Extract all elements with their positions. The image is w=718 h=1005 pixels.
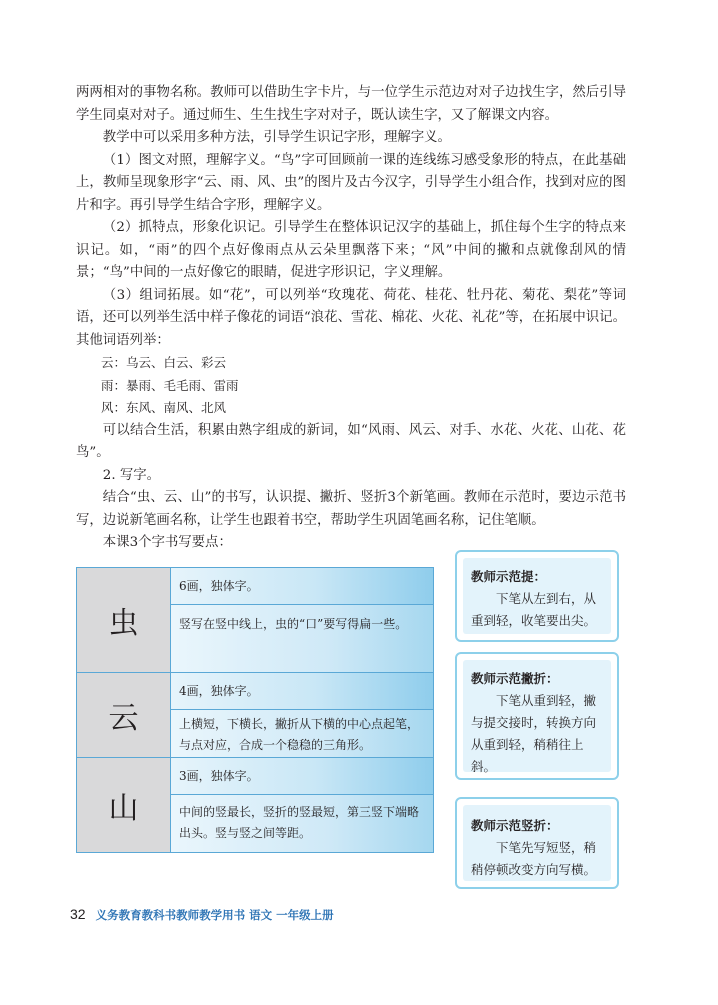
card-body: 下笔从重到轻，撇与提交接时，转换方向从重到轻，稍稍往上斜。 [471,693,597,774]
card-title: 教师示范提： [471,569,547,584]
callout-card-shuzhe [455,797,619,889]
card-title: 教师示范竖折： [471,818,559,833]
table-row [77,758,433,852]
paragraph: （3）组词拓展。如“花”，可以列举“玫瑰花、荷花、桂花、牡丹花、菊花、梨花”等词语，还可以列举生活中样子像花的词语“浪花、雪花、棉花、火花、礼花”等，在拓展中识记。其他词语列举： [76,287,626,348]
callout-card-piezhe [455,652,619,780]
paragraph: （2）抓特点，形象化识记。引导学生在整体识记汉字的基础上，抓住每个生字的特点来识记。如，“雨”的四个点好像雨点从云朵里飘落下来；“风”中间的撇和点就像刮风的情景；“鸟”中间的一点好像它的眼睛，促进字形识记，字义理解。 [76,220,626,280]
paragraph: 可以结合生活，积累由熟字组成的新词，如“风雨、风云、对手、水花、火花、山花、花鸟”。 [76,422,626,460]
table-row [77,673,433,757]
book-title: 义务教育教科书教师教学用书 语文 一年级上册 [95,908,334,922]
paragraph: 教学中可以采用多种方法，引导学生识记字形，理解字义。 [102,130,451,145]
character-cell: 云 [77,673,171,757]
stroke-count-cell: 4画，独体字。 [171,673,433,710]
paragraph: （1）图文对照，理解字义。“鸟”字可回顾前一课的连线练习感受象形的特点，在此基础上，教师呈现象形字“云、雨、风、虫”的图片及古今汉字，引导学生小组合作，找到对应的图片和字。再引导学生结合字形，理解字义。 [76,152,626,213]
card-body: 下笔先写短竖，稍稍停顿改变方向写横。 [471,840,597,877]
character-cell: 山 [77,758,171,852]
card-text [471,566,605,632]
stroke-count-cell: 6画，独体字。 [171,568,433,605]
callout-card-ti [455,550,619,642]
card-text [471,815,605,881]
card-title: 教师示范撇折： [471,671,559,686]
stroke-count-cell: 3画，独体字。 [171,758,433,795]
card-body: 下笔从左到右，从重到轻，收笔要出尖。 [471,591,597,628]
table-row [77,568,433,672]
writing-points-table [76,567,434,853]
paragraph: 结合“虫、云、山”的书写，认识提、撇折、竖折3个新笔画。教师在示范时，要边示范书写，边说新笔画名称，让学生也跟着书空，帮助学生巩固笔画名称，记住笔顺。 [76,490,626,528]
paragraph: 两两相对的事物名称。教师可以借助生字卡片，与一位学生示范边对对子边找生字，然后引导学生同桌对对子。通过师生、生生找生字对对子，既认读生字，又了解课文内容。 [76,85,626,123]
writing-tip-cell: 中间的竖最长，竖折的竖最短，第三竖下端略出头。竖与竖之间等距。 [171,795,433,852]
word-list-item: 云：乌云、白云、彩云 [101,355,227,370]
writing-tip-cell: 竖写在竖中线上，虫的“口”要写得扁一些。 [171,605,433,672]
section-heading: 2. 写字。 [102,467,161,483]
writing-tip-cell: 上横短，下横长，撇折从下横的中心点起笔，与点对应，合成一个稳稳的三角形。 [171,710,433,757]
character-cell: 虫 [77,568,171,672]
body-text [76,82,626,555]
word-list-item: 雨：暴雨、毛毛雨、雷雨 [101,377,239,393]
card-text [471,668,605,778]
table-caption: 本课3个字书写要点： [102,535,232,550]
word-list-item: 风：东风、南风、北风 [101,400,227,415]
page-number: 32 [70,906,86,922]
page-footer [70,906,334,926]
